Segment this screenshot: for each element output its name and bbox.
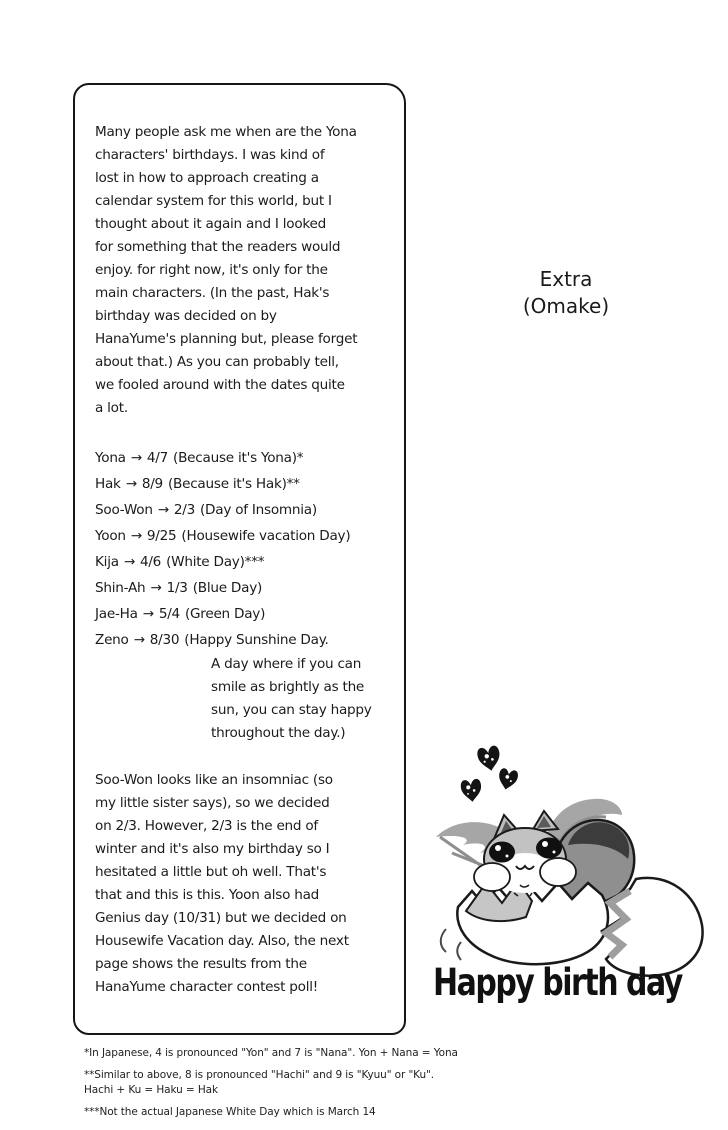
text-line: Genius day (10/31) but we decided on	[95, 910, 347, 926]
birthday-entry	[95, 471, 392, 497]
birthday-date: 4/7	[146, 450, 169, 466]
text-line: sun, you can stay happy	[211, 702, 372, 718]
paragraph-intro	[95, 121, 392, 420]
squirrel-left-cheek	[474, 863, 510, 891]
happy-birthday-caption: Happy birth day	[433, 961, 682, 1005]
birthday-date: 4/6	[139, 554, 162, 570]
birthday-date: 8/30	[149, 632, 180, 648]
text-line: thought about it again and I looked	[95, 216, 327, 232]
squirrel-right-eye	[536, 838, 562, 859]
arrow-icon: →	[123, 554, 135, 570]
squirrel-hatching-svg	[430, 733, 720, 983]
arrow-icon: →	[150, 580, 162, 596]
text-line: A day where if you can	[211, 656, 362, 672]
birthday-date: 1/3	[166, 580, 188, 596]
paragraph-closing	[95, 769, 392, 999]
footnote-line: ***Not the actual Japanese White Day which is March 14	[84, 1106, 376, 1118]
squirrel-right-cheek	[540, 858, 576, 886]
character-name: Soo-Won	[95, 502, 153, 518]
birthday-entry	[95, 445, 392, 471]
footnote-line: Hachi + Ku = Haku = Hak	[84, 1084, 218, 1096]
birthday-note: (Housewife vacation Day)	[181, 528, 351, 544]
footnote-item	[84, 1105, 544, 1120]
birthday-date: 2/3	[173, 502, 195, 518]
birthday-entry	[95, 497, 392, 523]
birthday-entry	[95, 523, 392, 549]
text-line: about that.) As you can probably tell,	[95, 354, 339, 370]
squirrel-illustration	[430, 733, 720, 983]
text-line: Many people ask me when are the Yona	[95, 124, 357, 140]
text-line: characters' birthdays. I was kind of	[95, 147, 325, 163]
hearts-icon	[460, 745, 519, 803]
extra-label-line: (Omake)	[522, 294, 610, 318]
text-line: on 2/3. However, 2/3 is the end of	[95, 818, 318, 834]
character-name: Yona	[95, 450, 126, 466]
arrow-icon: →	[125, 476, 137, 492]
squirrel-left-eye	[489, 842, 515, 863]
text-line: enjoy. for right now, it's only for the	[95, 262, 328, 278]
character-name: Yoon	[95, 528, 126, 544]
motion-lines	[441, 929, 461, 960]
extra-label-line: Extra	[539, 267, 593, 291]
birthday-date: 9/25	[146, 528, 177, 544]
birthday-note: (Because it's Yona)*	[173, 450, 304, 466]
text-line: for something that the readers would	[95, 239, 341, 255]
text-line: that and this is this. Yoon also had	[95, 887, 320, 903]
birthday-note: (Happy Sunshine Day.	[184, 632, 329, 648]
birthday-entry	[95, 549, 392, 575]
text-line: Soo-Won looks like an insomniac (so	[95, 772, 333, 788]
text-line: we fooled around with the dates quite	[95, 377, 345, 393]
text-line: winter and it's also my birthday so I	[95, 841, 330, 857]
text-line: a lot.	[95, 400, 128, 416]
birthday-note: (Day of Insomnia)	[199, 502, 317, 518]
author-note-box	[73, 83, 406, 1035]
birthday-date: 8/9	[141, 476, 163, 492]
arrow-icon: →	[133, 632, 145, 648]
text-line: birthday was decided on by	[95, 308, 277, 324]
birthday-entry	[95, 601, 392, 627]
footnote-item	[84, 1046, 544, 1061]
birthday-list	[95, 445, 392, 745]
text-line: HanaYume's planning but, please forget	[95, 331, 358, 347]
birthday-entry	[95, 627, 392, 653]
arrow-icon: →	[130, 450, 142, 466]
footnote-item	[84, 1068, 544, 1098]
footnote-line: *In Japanese, 4 is pronounced "Yon" and 7 is "Nana". Yon + Nana = Yona	[84, 1047, 458, 1059]
text-line: calendar system for this world, but I	[95, 193, 332, 209]
extra-omake-label	[498, 266, 634, 320]
text-line: page shows the results from the	[95, 956, 307, 972]
text-line: hesitated a little but oh well. That's	[95, 864, 327, 880]
text-line: main characters. (In the past, Hak's	[95, 285, 330, 301]
character-name: Jae-Ha	[95, 606, 138, 622]
character-name: Shin-Ah	[95, 580, 146, 596]
character-name: Zeno	[95, 632, 129, 648]
birthday-note: (Blue Day)	[192, 580, 263, 596]
text-line: lost in how to approach creating a	[95, 170, 319, 186]
text-line: Housewife Vacation day. Also, the next	[95, 933, 349, 949]
text-line: throughout the day.)	[211, 725, 346, 741]
birthday-note: (Green Day)	[184, 606, 266, 622]
character-name: Hak	[95, 476, 121, 492]
character-name: Kija	[95, 554, 119, 570]
zeno-note-continuation	[211, 653, 392, 745]
footnote-line: **Similar to above, 8 is pronounced "Hachi" and 9 is "Kyuu" or "Ku".	[84, 1069, 434, 1081]
birthday-note: (Because it's Hak)**	[167, 476, 300, 492]
arrow-icon: →	[157, 502, 169, 518]
birthday-date: 5/4	[158, 606, 180, 622]
birthday-entry	[95, 575, 392, 601]
text-line: my little sister says), so we decided	[95, 795, 330, 811]
text-line: HanaYume character contest poll!	[95, 979, 318, 995]
arrow-icon: →	[142, 606, 154, 622]
arrow-icon: →	[130, 528, 142, 544]
text-line: smile as brightly as the	[211, 679, 365, 695]
birthday-note: (White Day)***	[166, 554, 265, 570]
footnotes	[84, 1046, 544, 1127]
